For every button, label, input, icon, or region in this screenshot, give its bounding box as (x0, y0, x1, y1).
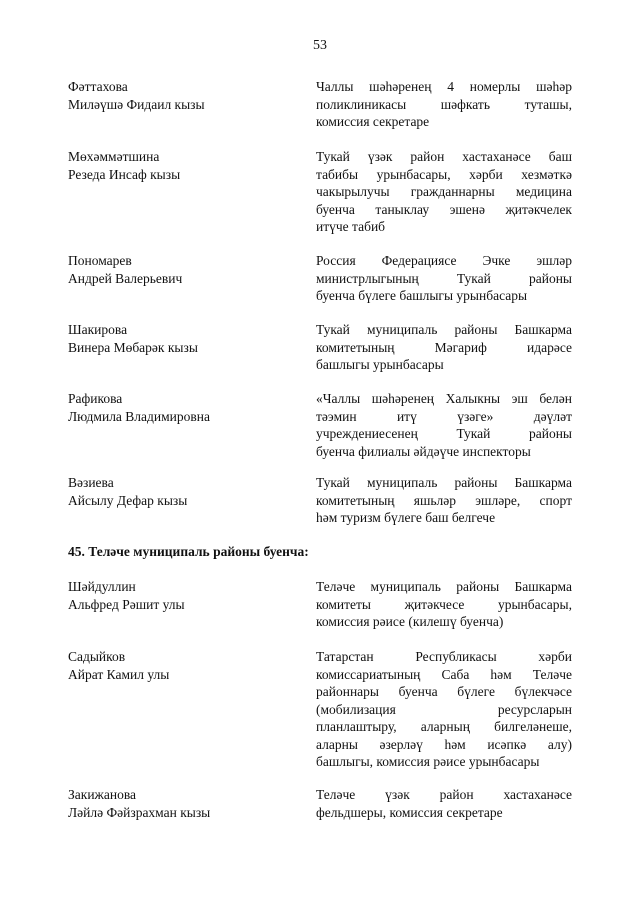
member-surname: Садыйков (68, 649, 126, 664)
position-line: Тукай муниципаль районы Башкарма (316, 322, 572, 337)
member-name (68, 474, 288, 509)
member-position (316, 148, 572, 236)
member-name (68, 321, 288, 356)
page-number: 53 (313, 38, 327, 53)
position-line: комитетының Мәгариф идарәсе (316, 339, 572, 355)
member-position (316, 321, 572, 374)
member-name (68, 786, 288, 821)
position-line: тәэмин итү үзәге» дәүләт (316, 408, 572, 424)
member-surname: Вәзиева (68, 475, 114, 490)
position-line: комиссариатының Саба һәм Теләче (316, 666, 572, 682)
member-position (316, 648, 572, 771)
member-surname: Шәйдуллин (68, 579, 136, 594)
position-line: Тукай үзәк район хастаханәсе баш (316, 149, 572, 164)
member-name (68, 390, 288, 425)
position-line: министрлыгының Тукай районы (316, 270, 572, 286)
member-position (316, 78, 572, 131)
member-position (316, 786, 572, 821)
member-surname: Шакирова (68, 322, 128, 337)
member-position (316, 252, 572, 305)
position-line: комиссия рәисе (килешү буенча) (316, 614, 504, 629)
position-line: буенча бүлеге башлыгы урынбасары (316, 288, 528, 303)
position-line: чакырылучы гражданнарны медицина (316, 184, 572, 199)
member-given-names: Миләүшә Фидаил кызы (68, 96, 205, 112)
position-line: поликлиникасы шәфкать туташы, (316, 96, 572, 112)
position-line: аларны әзерләү һәм исәпкә алу) (316, 736, 572, 752)
position-line: башлыгы, комиссия рәисе урынбасары (316, 754, 540, 769)
member-given-names: Айрат Камил улы (68, 666, 170, 682)
member-given-names: Альфред Рәшит улы (68, 596, 185, 612)
member-name (68, 252, 288, 287)
member-given-names: Ләйлә Фәйзрахман кызы (68, 804, 211, 820)
position-line: планлаштыру, аларның билгеләнеше, (316, 719, 572, 734)
position-line: фельдшеры, комиссия секретаре (316, 804, 503, 820)
position-line: Чаллы шәһәренең 4 номерлы шәһәр (316, 79, 572, 94)
position-line: районнары буенча бүлеге бүлекчәсе (316, 684, 572, 699)
position-line: Теләче муниципаль районы Башкарма (316, 579, 572, 594)
position-line: Татарстан Республикасы хәрби (316, 649, 572, 664)
position-line: Тукай муниципаль районы Башкарма (316, 475, 572, 490)
member-surname: Пономарев (68, 253, 132, 268)
member-position (316, 390, 572, 460)
position-line: башлыгы урынбасары (316, 357, 444, 372)
member-given-names: Людмила Владимировна (68, 408, 210, 424)
position-line: учреждениесенең Тукай районы (316, 426, 572, 441)
position-line: һәм туризм бүлеге баш белгече (316, 510, 496, 525)
member-position (316, 578, 572, 631)
member-name (68, 78, 288, 113)
position-line: Россия Федерациясе Эчке эшләр (316, 253, 572, 268)
member-surname: Рафикова (68, 391, 123, 406)
position-line: табибы урынбасары, хәрби хезмәткә (316, 166, 572, 182)
position-line: (мобилизация ресурсларын (316, 701, 572, 717)
member-given-names: Резеда Инсаф кызы (68, 166, 181, 182)
position-line: Теләче үзәк район хастаханәсе (316, 787, 572, 802)
member-name (68, 648, 288, 683)
member-name (68, 148, 288, 183)
member-name (68, 578, 288, 613)
member-position (316, 474, 572, 527)
section-heading: 45. Теләче муниципаль районы буенча: (68, 544, 309, 559)
position-line: буенча таныклау эшенә җитәкчелек (316, 201, 572, 217)
member-given-names: Андрей Валерьевич (68, 270, 183, 286)
position-line: комиссия секретаре (316, 114, 430, 129)
position-line: буенча филиалы әйдәүче инспекторы (316, 443, 531, 459)
position-line: итүче табиб (316, 219, 386, 234)
position-line: комитеты җитәкчесе урынбасары, (316, 596, 572, 612)
member-surname: Закижанова (68, 787, 137, 802)
member-given-names: Айсылу Дефар кызы (68, 492, 188, 508)
position-line: комитетының яшьләр эшләре, спорт (316, 492, 572, 508)
member-given-names: Винера Мөбарәк кызы (68, 339, 198, 355)
member-surname: Фәттахова (68, 79, 128, 94)
position-line: «Чаллы шәһәренең Халыкны эш белән (316, 391, 572, 406)
member-surname: Мөхәммәтшина (68, 149, 160, 164)
